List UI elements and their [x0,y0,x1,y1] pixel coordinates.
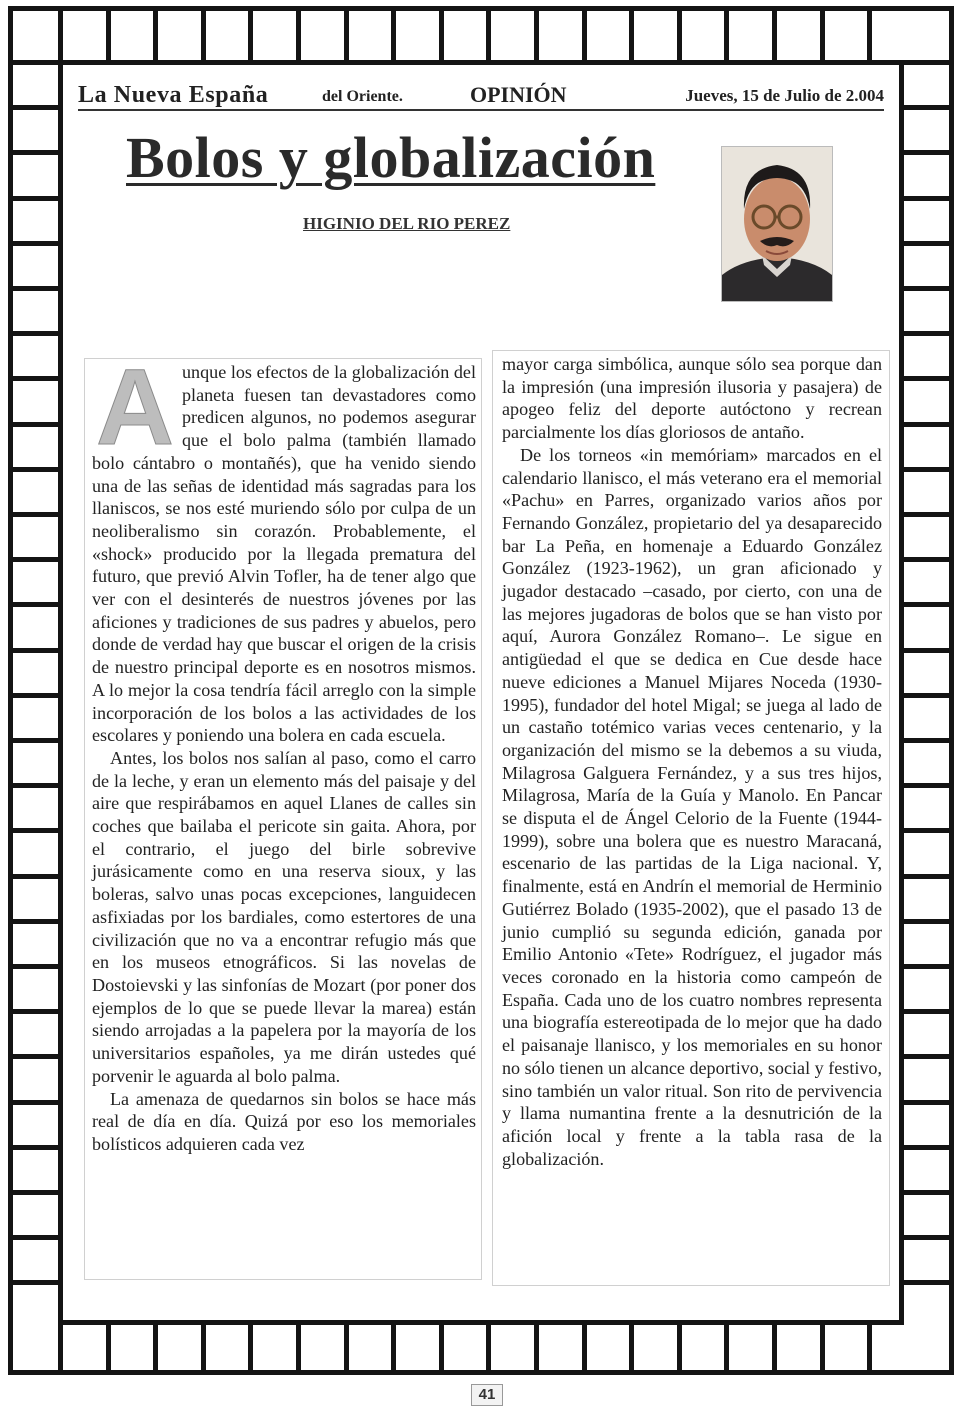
author-photo [721,146,833,302]
left-column [92,346,476,1156]
border-segment [899,1009,954,1014]
issue-date: Jueves, 15 de Julio de 2.004 [685,86,884,105]
border-segment [439,1320,444,1375]
border-segment [8,150,63,155]
border-segment [58,60,904,65]
border-segment [899,964,954,969]
border-segment [899,738,954,743]
border-segment [391,1320,396,1375]
article-paragraph: De los torneos «in memóriam» marcados en el calendario llanisco, el más veterano era el memorial «Pachu» en Parres, organizado varios años por Fernando González, propietario del ya desaparecido bar La Peña, en homenaje a Eduardo González González (1923-1962), un gran aficionado y jugador destacado –casado, por cierto, con una de las mejores jugadoras de bolos que se han visto por aquí, Aurora González Romano–. Le sigue en antigüedad el que se dedica en Cue desde hace nueve ediciones a Manuel Mijares Noceda (1930-1995), fundador del hotel Migal; se juega al lado de un castaño totémico varias veces centenario, y la organización del mismo se la debemos a su viuda, Milagrosa Galguera Fernández, y a sus tres hijos, Milagrosa, María de la Guía y Manolo. En Pancar se disputa el de Ángel Celorio de la Fuente (1944-1999), sobre una bolera que es nuestro Maracaná, escenario de las partidas de la Liga nacional. Y, finalmente, está en Andrín el memorial de Herminio Gutiérrez Bolado (1935-2002), que el pasado 13 de junio cumplió su segunda edición, ganada por Emilio Antonio «Tete» Rodríguez, el jugador más veces coronado en la historia como campeón de España. Cada uno de los cuatro nombres representa una biografía estereotipada de lo mejor que ha dado el paisanaje llanisco, y los memoriales en su honor no sólo tienen un alcance deportivo, social y festivo, sino también un valor ritual. Son rito de pervivencia y llama numantina frente a la desnutrición de la afición local y frente a la tabla rasa de la globalización. [502,444,882,1169]
border-segment [8,1370,954,1375]
border-segment [820,6,825,65]
border-segment [534,6,539,65]
border-segment [677,6,682,65]
border-segment [899,512,954,517]
border-segment [8,6,954,11]
border-segment [8,422,63,427]
border-segment [724,6,729,65]
border-segment [8,557,63,562]
border-segment [899,1280,954,1285]
paragraph-text: unque los efectos de la globalización del planeta fuesen tan devastadores como predicen algunos, no podemos asegurar que el bolo palma (también llamado bolo cántabro o montañés), que ha venido siendo una de las señas de identidad más sagradas para los llaniscos, se nos esté muriendo sólo por culpa de un neoliberalismo sin corazón. Probablemente, el «shock» producido por la llegada prematura del futuro, que previó Alvin Tofler, ha de tener algo que ver con el desinterés de nuestros jóvenes por las aficiones y tradiciones de sus padres y abuelos, pero donde de verdad hay que buscar el origen de la crisis de nuestro principal deporte es en nosotros mismos. A lo mejor la cosa tendría fácil arreglo con la simple incorporación de los bolos a las actividades de los escolares y poniendo una bolera en cada escuela. [92,362,476,746]
border-segment [8,602,63,607]
border-segment [772,6,777,65]
article-paragraph [92,346,476,747]
border-segment [899,1145,954,1150]
drop-cap: A [96,346,174,467]
border-segment [8,376,63,381]
border-segment [677,1320,682,1375]
article-author: HIGINIO DEL RIO PEREZ [303,214,511,233]
border-segment [486,1320,491,1375]
border-segment [8,874,63,879]
border-segment [899,286,954,291]
border-segment [629,1320,634,1375]
border-segment [899,693,954,698]
section-label: OPINIÓN [470,82,567,107]
border-segment [201,1320,206,1375]
border-segment [248,1320,253,1375]
border-segment [58,1320,63,1375]
border-segment [439,6,444,65]
border-segment [8,105,63,110]
border-segment [8,512,63,517]
border-segment [58,1320,904,1325]
border-segment [772,1320,777,1375]
border-segment [106,6,111,65]
border-segment [486,6,491,65]
masthead [78,78,884,108]
border-segment [391,6,396,65]
border-segment [8,467,63,472]
border-segment [153,6,158,65]
border-segment [8,783,63,788]
border-segment [899,105,954,110]
border-segment [899,828,954,833]
border-segment [899,602,954,607]
publication-subtitle: del Oriente. [322,88,403,105]
border-segment [8,693,63,698]
border-segment [8,919,63,924]
border-segment [629,6,634,65]
border-segment [8,60,63,65]
border-segment [899,467,954,472]
border-segment [58,6,63,65]
border-segment [899,376,954,381]
border-segment [8,828,63,833]
border-segment [899,241,954,246]
border-segment [8,1009,63,1014]
border-segment [344,6,349,65]
border-segment [8,6,13,1375]
border-segment [8,648,63,653]
border-segment [8,241,63,246]
border-segment [8,286,63,291]
border-segment [296,1320,301,1375]
border-segment [899,648,954,653]
publication-name: La Nueva España [78,82,269,108]
article-paragraph: Antes, los bolos nos salían al paso, como el carro de la leche, y eran un elemento más del paisaje y del aire que respirábamos en aquel Llanes de calles sin coches que bailaba el pericote sin gaita. Ahora, por el contrario, el juego del birle sobrevive jurásicamente como en una reserva sioux, y las boleras, salvo unas pocas excepciones, languidecen asfixiadas por los bardiales, como estertores de una civilización que no va a encontrar refugio más que en los museos etnográficos. Si las novelas de Dostoievski y las sinfonías de Mozart (por poner dos ejemplos de lo que se puede llevar la marea) están siendo arrojadas a la papelera por la mayoría de los universitarios españoles, ya me dirán ustedes qué porvenir le aguarda al bolo palma. [92,747,476,1086]
border-segment [899,874,954,879]
border-segment [899,60,954,65]
border-segment [899,150,954,155]
border-segment [8,1280,63,1285]
border-segment [949,6,954,1375]
border-segment [534,1320,539,1375]
border-segment [344,1320,349,1375]
border-segment [296,6,301,65]
border-segment [899,1190,954,1195]
border-segment [8,1100,63,1105]
article-title: Bolos y globalización [126,125,656,190]
border-segment [8,1190,63,1195]
border-segment [8,738,63,743]
border-segment [106,1320,111,1375]
border-segment [8,1235,63,1240]
border-segment [899,1235,954,1240]
border-segment [820,1320,825,1375]
border-segment [582,1320,587,1375]
page-number: 41 [471,1384,503,1406]
article-paragraph: La amenaza de quedarnos sin bolos se hace más real de día en día. Quizá por eso los memoriales bolísticos adquieren cada vez [92,1088,476,1154]
masthead-rule [78,109,884,111]
border-segment [867,6,872,65]
border-segment [899,196,954,201]
border-segment [8,1145,63,1150]
border-segment [201,6,206,65]
border-segment [899,557,954,562]
border-segment [899,1054,954,1059]
article-paragraph: mayor carga simbólica, aunque sólo sea porque dan la impresión (una impresión ilusoria y pasajera) de apogeo feliz del deporte autóctono y recrean parcialmente los días gloriosos de antaño. [502,354,882,443]
border-segment [8,964,63,969]
border-segment [8,1054,63,1059]
border-segment [867,1320,872,1375]
border-segment [899,422,954,427]
border-segment [899,919,954,924]
border-segment [899,783,954,788]
right-column [502,353,882,1170]
border-segment [724,1320,729,1375]
border-segment [582,6,587,65]
border-segment [153,1320,158,1375]
border-segment [899,331,954,336]
border-segment [8,331,63,336]
border-segment [8,196,63,201]
border-segment [899,1100,954,1105]
border-segment [248,6,253,65]
